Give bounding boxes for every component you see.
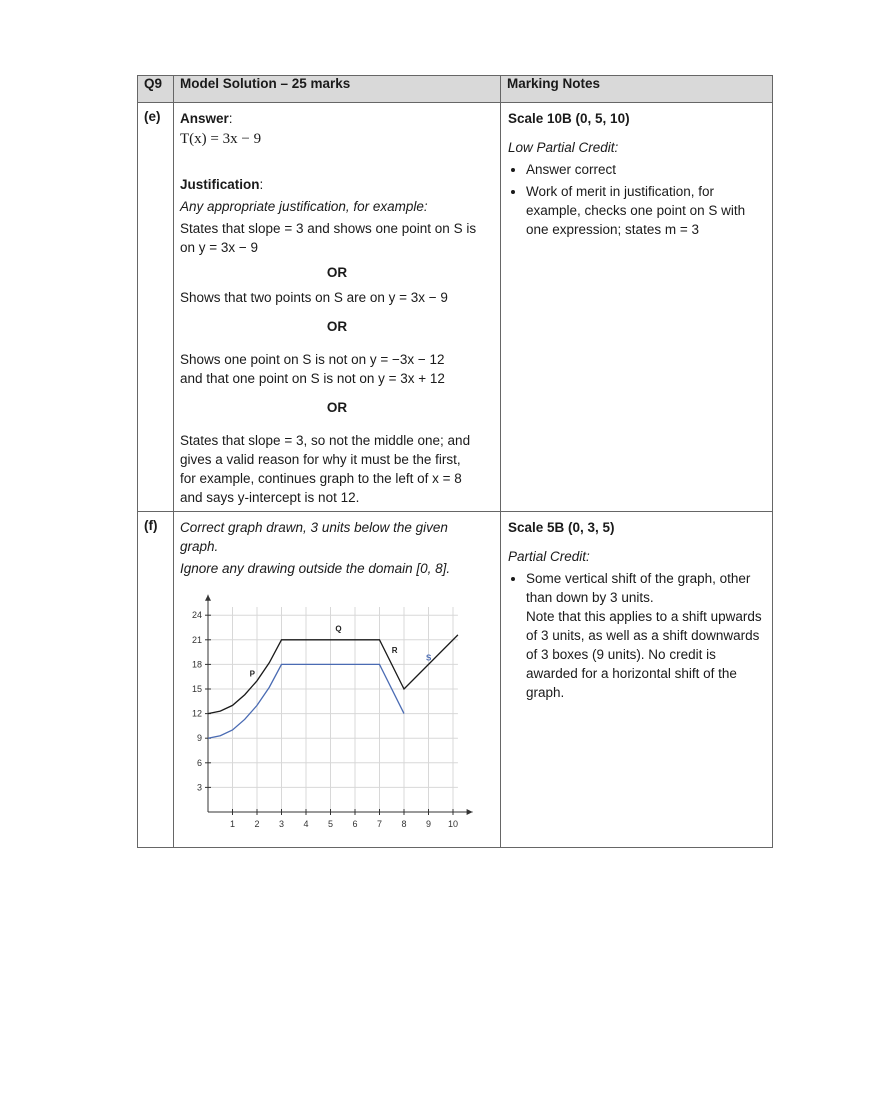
- part-e-solution: [174, 103, 501, 512]
- x-tick-label: 7: [376, 819, 383, 829]
- option-1-line-1: States that slope = 3 and shows one point on S is: [180, 221, 477, 236]
- marking-scheme-table: [137, 75, 773, 848]
- part-e-scale: Scale 10B (0, 5, 10): [508, 111, 630, 126]
- given-graph-line: [208, 635, 458, 714]
- graph-piece-label: Q: [335, 624, 342, 634]
- partial-credit-note: Note that this applies to a shift upwards of 3 units, as well as a shift downwards of 3 boxes (9 units). No credit is awarded for a horizontal shift of the graph.: [526, 609, 762, 700]
- partial-credit-label: Partial Credit:: [508, 549, 590, 564]
- x-tick-label: 4: [303, 819, 309, 829]
- x-axis-arrow: [467, 809, 473, 815]
- justification-intro: Any appropriate justification, for example:: [180, 199, 428, 214]
- option-4-line-4: and says y-intercept is not 12.: [180, 490, 360, 505]
- part-f-row: [138, 512, 773, 848]
- part-e-label: (e): [138, 103, 174, 512]
- part-f-line-3: Ignore any drawing outside the domain [0, 8].: [180, 561, 451, 576]
- partial-credit-bullet: [526, 569, 766, 702]
- y-tick-label: 15: [191, 684, 202, 694]
- graph-piece-label: R: [391, 645, 398, 655]
- low-partial-credit-list: [508, 160, 766, 239]
- x-tick-label: 5: [327, 819, 334, 829]
- y-tick-label: 18: [191, 659, 202, 670]
- y-tick-label: 21: [191, 634, 202, 645]
- answer-expression: T(x) = 3x − 9: [180, 131, 262, 147]
- justification-label: Justification: [180, 177, 260, 192]
- or-separator-3: OR: [326, 400, 348, 415]
- y-tick-label: 6: [196, 757, 202, 768]
- or-separator-1: OR: [326, 265, 348, 280]
- option-4-line-3: for example, continues graph to the left of x = 8: [180, 471, 462, 486]
- or-separator-2: OR: [326, 319, 348, 334]
- part-e-notes: [501, 103, 773, 512]
- credit-bullet-1: • Answer correct: [526, 160, 766, 179]
- graph-piece-label: P: [249, 669, 255, 679]
- option-4-line-1: States that slope = 3, so not the middle one; and: [180, 433, 471, 448]
- part-f-scale: Scale 5B (0, 3, 5): [508, 520, 615, 535]
- x-tick-label: 1: [229, 819, 236, 829]
- x-tick-label: 6: [352, 819, 358, 829]
- justification-colon: :: [259, 177, 264, 192]
- part-f-line-2: graph.: [180, 539, 219, 554]
- x-tick-label: 9: [425, 819, 432, 829]
- y-tick-label: 24: [191, 610, 202, 621]
- option-3-line-1: Shows one point on S is not on y = −3x − 12: [180, 352, 445, 367]
- answer-colon: :: [228, 111, 233, 126]
- low-partial-credit-label: Low Partial Credit:: [508, 140, 619, 155]
- y-tick-label: 9: [196, 733, 202, 744]
- option-1-line-2: on y = 3x − 9: [180, 240, 259, 255]
- partial-credit-text: Some vertical shift of the graph, other than down by 3 units.: [526, 571, 751, 605]
- part-f-solution: [174, 512, 501, 848]
- table-header-row: [138, 76, 773, 103]
- x-tick-label: 10: [447, 819, 459, 829]
- credit-bullet-2: • Work of merit in justification, for example, checks one point on S with one expression; states m = 3: [526, 182, 766, 239]
- partial-credit-list: [508, 569, 766, 702]
- question-number: Q9: [138, 76, 174, 103]
- part-f-line-1: Correct graph drawn, 3 units below the given: [180, 520, 448, 535]
- part-e-row: [138, 103, 773, 512]
- y-axis-arrow: [205, 595, 211, 601]
- x-tick-label: 2: [254, 819, 260, 829]
- part-f-notes: [501, 512, 773, 848]
- solution-header: Model Solution – 25 marks: [174, 76, 501, 103]
- option-3-line-2: and that one point on S is not on y = 3x + 12: [180, 371, 445, 386]
- notes-header: Marking Notes: [501, 76, 773, 103]
- option-2: Shows that two points on S are on y = 3x − 9: [180, 290, 448, 305]
- y-tick-label: 12: [191, 708, 202, 719]
- x-tick-label: 3: [278, 819, 285, 829]
- part-f-label: (f): [138, 512, 174, 848]
- graph-piece-label: S: [426, 653, 432, 663]
- option-4-line-2: gives a valid reason for why it must be the first,: [180, 452, 461, 467]
- y-tick-label: 3: [196, 782, 202, 793]
- answer-label: Answer: [180, 111, 229, 126]
- shifted-graph-chart: [180, 586, 480, 836]
- x-tick-label: 8: [401, 819, 407, 829]
